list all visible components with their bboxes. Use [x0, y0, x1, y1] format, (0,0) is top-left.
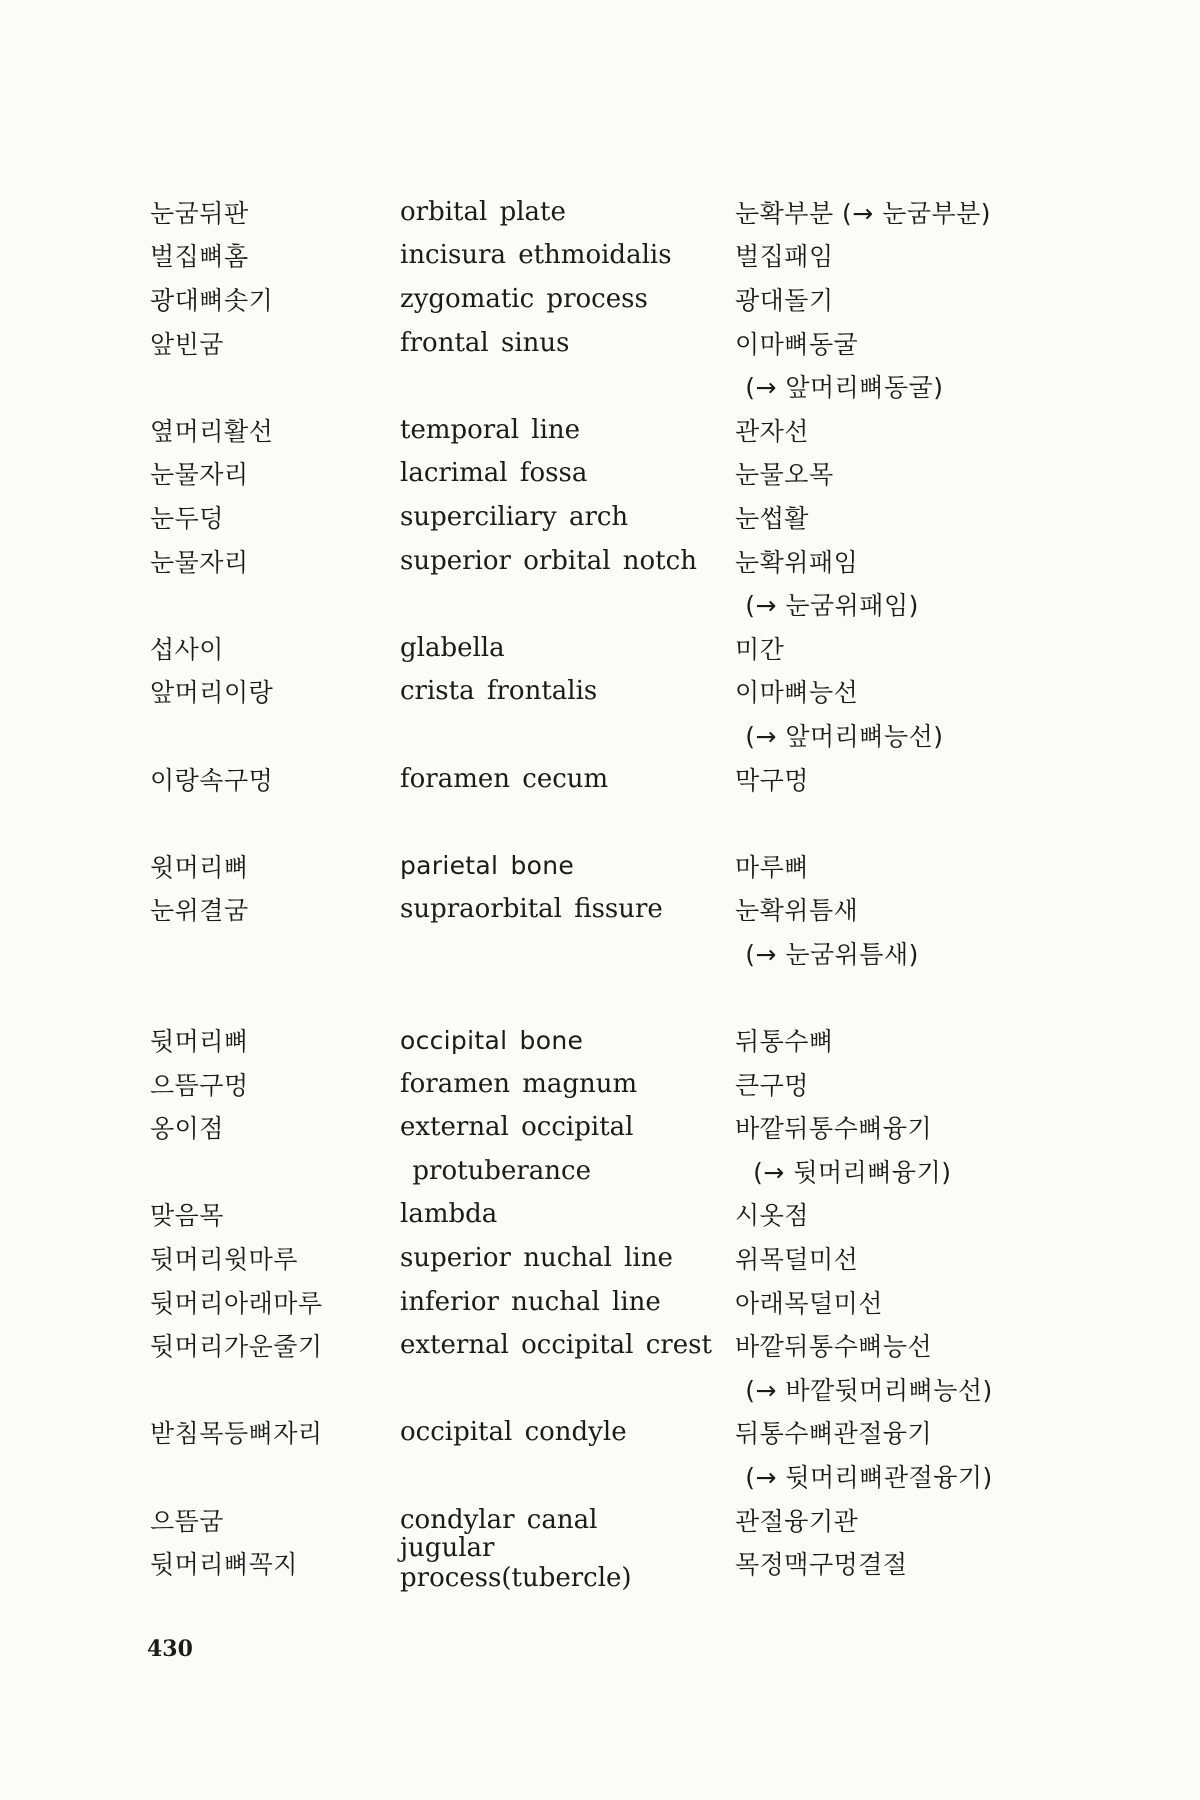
alternate-term: 바깥뒤통수뼈능선 — [735, 1332, 933, 1362]
latin-term: orbital plate — [400, 196, 566, 227]
latin-term: superciliary arch — [400, 501, 629, 532]
alternate-term-continued: (→ 뒷머리뼈융기) — [753, 1157, 952, 1187]
latin-term: foramen cecum — [400, 763, 609, 794]
alternate-term: 눈확위틈새 — [735, 896, 859, 926]
latin-term: occipital condyle — [400, 1417, 627, 1448]
korean-term: 벌집뼈홈 — [150, 242, 249, 272]
table-row — [150, 757, 1050, 801]
korean-term: 으뜸구멍 — [150, 1070, 249, 1100]
alternate-term: 눈확위패임 — [735, 547, 859, 577]
alternate-term: 관자선 — [735, 416, 809, 446]
alternate-term-continued: (→ 뒷머리뼈관절융기) — [745, 1463, 993, 1493]
blank-row — [150, 975, 1050, 1019]
table-row — [150, 539, 1050, 583]
table-row — [150, 1236, 1050, 1280]
latin-term: crista frontalis — [400, 676, 598, 707]
latin-term: lambda — [400, 1199, 498, 1230]
table-row — [150, 1280, 1050, 1324]
blank-row — [150, 800, 1050, 844]
latin-term: parietal bone — [400, 851, 575, 881]
table-row — [150, 1105, 1050, 1149]
korean-term: 눈물자리 — [150, 460, 249, 490]
alternate-term-continued: (→ 앞머리뼈능선) — [745, 721, 944, 751]
latin-term: foramen magnum — [400, 1068, 638, 1099]
latin-term: superior orbital notch — [400, 545, 697, 576]
table-row — [150, 670, 1050, 714]
korean-term: 앞빈굼 — [150, 329, 224, 359]
alternate-term: 이마뼈능선 — [735, 678, 859, 708]
table-row — [150, 888, 1050, 932]
latin-term: occipital bone — [400, 1025, 584, 1055]
korean-term: 눈굼뒤판 — [150, 198, 249, 228]
page-number: 430 — [147, 1636, 193, 1662]
latin-term: frontal sinus — [400, 327, 570, 358]
korean-term: 눈위결굼 — [150, 896, 249, 926]
alternate-term: 관절융기관 — [735, 1506, 859, 1536]
table-row — [150, 321, 1050, 365]
latin-term: jugular process(tubercle) — [400, 1533, 632, 1594]
korean-term: 눈물자리 — [150, 547, 249, 577]
alternate-term: 뒤통수뼈관절융기 — [735, 1419, 933, 1449]
latin-term: temporal line — [400, 414, 581, 445]
alternate-term: 아래목덜미선 — [735, 1288, 883, 1318]
korean-term: 받침목등뼈자리 — [150, 1419, 323, 1449]
latin-term: condylar canal — [400, 1504, 598, 1535]
table-row — [150, 1323, 1050, 1367]
alternate-term-continued: (→ 바깥뒷머리뼈능선) — [745, 1375, 993, 1405]
korean-term: 맞음목 — [150, 1201, 224, 1231]
table-row — [150, 408, 1050, 452]
korean-term: 섭사이 — [150, 634, 224, 664]
alternate-term: 목정맥구멍결절 — [735, 1550, 908, 1580]
table-row — [150, 1367, 1050, 1411]
table-row — [150, 277, 1050, 321]
latin-term: lacrimal fossa — [400, 458, 588, 489]
table-row — [150, 1018, 1050, 1062]
korean-term: 뒷머리뼈 — [150, 1027, 249, 1057]
table-row — [150, 1454, 1050, 1498]
korean-term: 으뜸굼 — [150, 1506, 224, 1536]
latin-term: external occipital crest — [400, 1330, 712, 1361]
table-row — [150, 1149, 1050, 1193]
alternate-term: 눈썹활 — [735, 503, 809, 533]
alternate-term: 벌집패임 — [735, 242, 834, 272]
table-row — [150, 713, 1050, 757]
table-row — [150, 190, 1050, 234]
alternate-term: 뒤통수뼈 — [735, 1027, 834, 1057]
table-row — [150, 844, 1050, 888]
alternate-term: 큰구멍 — [735, 1070, 809, 1100]
korean-term: 이랑속구멍 — [150, 765, 274, 795]
alternate-term: 눈확부분 (→ 눈굼부분) — [735, 198, 992, 228]
table-row — [150, 582, 1050, 626]
alternate-term: 미간 — [735, 634, 785, 664]
alternate-term: 눈물오목 — [735, 460, 834, 490]
table-row — [150, 1062, 1050, 1106]
alternate-term-continued: (→ 눈굼위패임) — [745, 591, 919, 621]
korean-term: 옆머리활선 — [150, 416, 274, 446]
latin-term: glabella — [400, 632, 505, 663]
korean-term: 뒷머리윗마루 — [150, 1245, 298, 1275]
table-row — [150, 452, 1050, 496]
korean-term: 옹이점 — [150, 1114, 224, 1144]
latin-term: external occipital — [400, 1112, 634, 1143]
latin-term: incisura ethmoidalis — [400, 240, 672, 271]
korean-term: 뒷머리가운줄기 — [150, 1332, 323, 1362]
table-row — [150, 234, 1050, 278]
alternate-term: 바깥뒤통수뼈융기 — [735, 1114, 933, 1144]
latin-term: zygomatic process — [400, 283, 648, 314]
table-row — [150, 1411, 1050, 1455]
alternate-term: 시옷점 — [735, 1201, 809, 1231]
korean-term: 눈두덩 — [150, 503, 224, 533]
alternate-term-continued: (→ 앞머리뼈동굴) — [745, 373, 944, 403]
alternate-term: 광대돌기 — [735, 285, 834, 315]
alternate-term-continued: (→ 눈굼위틈새) — [745, 939, 919, 969]
table-row — [150, 495, 1050, 539]
korean-term: 윗머리뼈 — [150, 852, 249, 882]
table-row — [150, 1533, 1050, 1594]
alternate-term: 막구멍 — [735, 765, 809, 795]
table-row — [150, 364, 1050, 408]
latin-term: supraorbital fissure — [400, 894, 663, 925]
latin-term: inferior nuchal line — [400, 1286, 661, 1317]
alternate-term: 위목덜미선 — [735, 1245, 859, 1275]
korean-term: 뒷머리뼈꼭지 — [150, 1550, 298, 1580]
korean-term: 뒷머리아래마루 — [150, 1288, 323, 1318]
table-row — [150, 626, 1050, 670]
table-row — [150, 931, 1050, 975]
korean-term: 광대뼈솟기 — [150, 285, 274, 315]
latin-term-continued: protuberance — [412, 1155, 591, 1186]
alternate-term: 마루뼈 — [735, 852, 809, 882]
latin-term: superior nuchal line — [400, 1243, 673, 1274]
term-table — [150, 190, 1050, 1594]
table-row — [150, 1193, 1050, 1237]
korean-term: 앞머리이랑 — [150, 678, 274, 708]
alternate-term: 이마뼈동굴 — [735, 329, 859, 359]
